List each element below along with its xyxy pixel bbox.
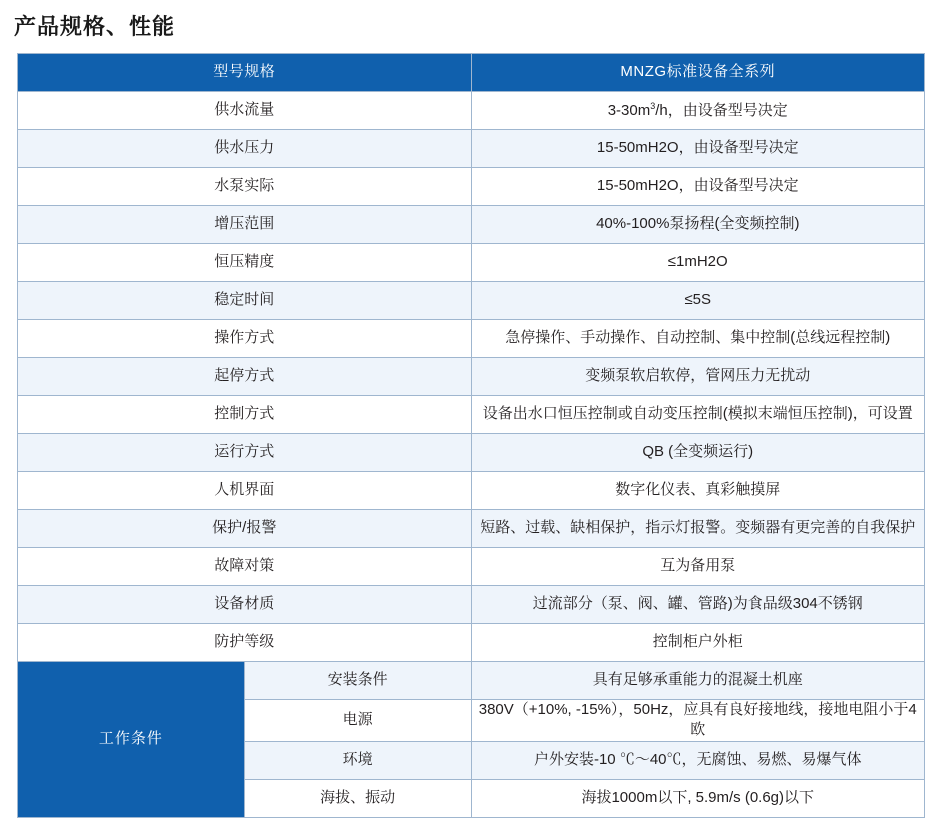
row-value: 过流部分（泵、阀、罐、管路)为食品级304不锈钢 [471, 586, 925, 624]
table-row [18, 244, 925, 282]
table-row [18, 548, 925, 586]
row-value: 变频泵软启软停，管网压力无扰动 [471, 358, 925, 396]
working-conditions-sub-label: 海拔、振动 [244, 779, 471, 817]
row-value: 急停操作、手动操作、自动控制、集中控制(总线远程控制) [471, 320, 925, 358]
row-label: 设备材质 [18, 586, 472, 624]
row-label: 起停方式 [18, 358, 472, 396]
table-row [18, 130, 925, 168]
working-conditions-value: 海拔1000m以下, 5.9m/s (0.6g)以下 [471, 779, 925, 817]
working-conditions-row [18, 662, 925, 700]
working-conditions-sub-label: 电源 [244, 700, 471, 742]
row-label: 人机界面 [18, 472, 472, 510]
table-row [18, 434, 925, 472]
table-row [18, 510, 925, 548]
table-row [18, 168, 925, 206]
header-cell-model: 型号规格 [18, 54, 472, 92]
row-value: 设备出水口恒压控制或自动变压控制(模拟末端恒压控制)，可设置 [471, 396, 925, 434]
row-value: 控制柜户外柜 [471, 624, 925, 662]
row-label: 稳定时间 [18, 282, 472, 320]
row-value: QB (全变频运行) [471, 434, 925, 472]
row-label: 运行方式 [18, 434, 472, 472]
row-value: 互为备用泵 [471, 548, 925, 586]
row-label: 故障对策 [18, 548, 472, 586]
table-row [18, 282, 925, 320]
row-label: 增压范围 [18, 206, 472, 244]
row-label: 恒压精度 [18, 244, 472, 282]
row-value: 15-50mH2O，由设备型号决定 [471, 130, 925, 168]
row-label: 水泵实际 [18, 168, 472, 206]
working-conditions-sub-label: 安装条件 [244, 662, 471, 700]
working-conditions-sub-label: 环境 [244, 741, 471, 779]
table-row [18, 320, 925, 358]
row-value: 40%-100%泵扬程(全变频控制) [471, 206, 925, 244]
table-header-row [18, 54, 925, 92]
row-value: 15-50mH2O，由设备型号决定 [471, 168, 925, 206]
table-body [18, 54, 925, 818]
working-conditions-value: 户外安装-10 ℃～40℃，无腐蚀、易燃、易爆气体 [471, 741, 925, 779]
table-row [18, 92, 925, 130]
table-row [18, 206, 925, 244]
row-value: ≤5S [471, 282, 925, 320]
page-title: 产品规格、性能 [14, 14, 176, 39]
row-label: 防护等级 [18, 624, 472, 662]
working-conditions-value: 具有足够承重能力的混凝土机座 [471, 662, 925, 700]
row-label: 供水流量 [18, 92, 472, 130]
row-value: ≤1mH2O [471, 244, 925, 282]
table-row [18, 624, 925, 662]
table-row [18, 586, 925, 624]
row-label: 保护/报警 [18, 510, 472, 548]
table-row [18, 472, 925, 510]
table-row [18, 358, 925, 396]
row-label: 供水压力 [18, 130, 472, 168]
row-label: 控制方式 [18, 396, 472, 434]
header-cell-series: MNZG标准设备全系列 [471, 54, 925, 92]
row-label: 操作方式 [18, 320, 472, 358]
working-conditions-value: 380V（+10%, -15%），50Hz，应具有良好接地线，接地电阻小于4欧 [471, 700, 925, 742]
row-value: 短路、过载、缺相保护，指示灯报警。变频器有更完善的自我保护 [471, 510, 925, 548]
row-value: 数字化仪表、真彩触摸屏 [471, 472, 925, 510]
row-value: $3-30m^3/h$，由设备型号决定 [471, 92, 925, 130]
table-row [18, 396, 925, 434]
specification-table [17, 53, 925, 818]
working-conditions-label: 工作条件 [18, 662, 245, 818]
